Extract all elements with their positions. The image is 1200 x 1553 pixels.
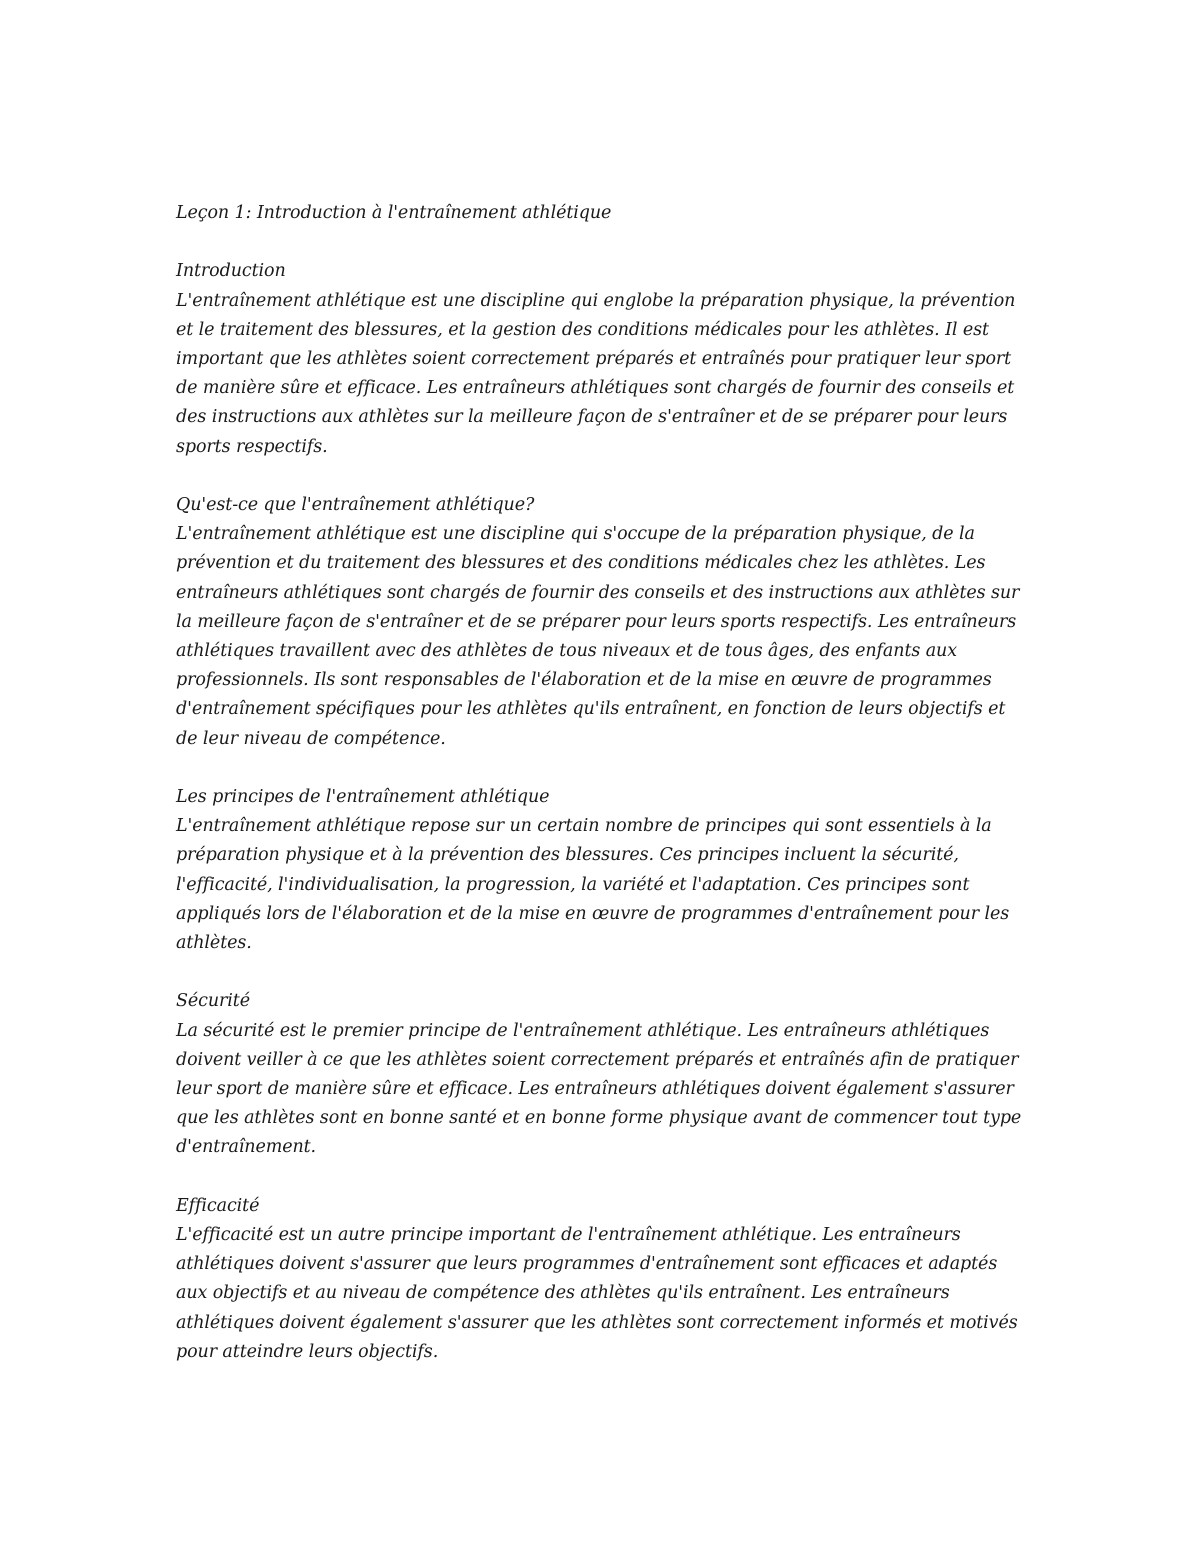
section-heading: Efficacité <box>176 1195 260 1216</box>
document-content <box>176 199 1032 1396</box>
section-heading: Qu'est-ce que l'entraînement athlétique? <box>176 495 535 515</box>
section-body: L'entraînement athlétique repose sur un certain nombre de principes qui sont essentiels à la préparation physique et à la prévention des blessures. Ces principes incluent la sécurité, l'efficacité, l'individualisation, la progression, la variété et l'adaptation. Ces principes sont appliqués lors de l'élaboration et de la mise en œuvre de programmes d'entraînement pour les athlètes. <box>176 816 1010 954</box>
section-efficiency <box>176 1192 1032 1367</box>
section-body: La sécurité est le premier principe de l'entraînement athlétique. Les entraîneurs athlétiques doivent veiller à ce que les athlètes soient correctement préparés et entraînés afin de pratiquer leur sport de manière sûre et efficace. Les entraîneurs athlétiques doivent également s'assurer que les athlètes sont en bonne santé et en bonne forme physique avant de commencer tout type d'entraînement. <box>176 1020 1022 1158</box>
section-heading: Sécurité <box>176 991 250 1012</box>
section-introduction <box>176 257 1032 461</box>
section-principles <box>176 783 1032 958</box>
section-definition <box>176 491 1032 754</box>
section-safety <box>176 987 1032 1162</box>
section-body: L'entraînement athlétique est une discipline qui englobe la préparation physique, la prévention et le traitement des blessures, et la gestion des conditions médicales pour les athlètes. Il est important que les athlètes soient correctement préparés et entraînés pour pratiquer leur sport de manière sûre et efficace. Les entraîneurs athlétiques sont chargés de fournir des conseils et des instructions aux athlètes sur la meilleure façon de s'entraîner et de se préparer pour leurs sports respectifs. <box>176 290 1016 457</box>
document-title: Leçon 1: Introduction à l'entraînement athlétique <box>176 203 612 223</box>
section-heading: Les principes de l'entraînement athlétique <box>176 787 550 808</box>
section-heading: Introduction <box>176 261 286 282</box>
section-body: L'entraînement athlétique est une discipline qui s'occupe de la préparation physique, de la prévention et du traitement des blessures et des conditions médicales chez les athlètes. Les entraîneurs athlétiques sont chargés de fournir des conseils et des instructions aux athlètes sur la meilleure façon de s'entraîner et de se préparer pour leurs sports respectifs. Les entraîneurs athlétiques travaillent avec des athlètes de tous niveaux et de tous âges, des enfants aux professionnels. Ils sont responsables de l'élaboration et de la mise en œuvre de programmes d'entraînement spécifiques pour les athlètes qu'ils entraînent, en fonction de leurs objectifs et de leur niveau de compétence. <box>176 524 1020 749</box>
section-body: L'efficacité est un autre principe important de l'entraînement athlétique. Les entraîneurs athlétiques doivent s'assurer que leurs programmes d'entraînement sont efficaces et adaptés aux objectifs et au niveau de compétence des athlètes qu'ils entraînent. Les entraîneurs athlétiques doivent également s'assurer que les athlètes sont correctement informés et motivés pour atteindre leurs objectifs. <box>176 1225 1018 1362</box>
